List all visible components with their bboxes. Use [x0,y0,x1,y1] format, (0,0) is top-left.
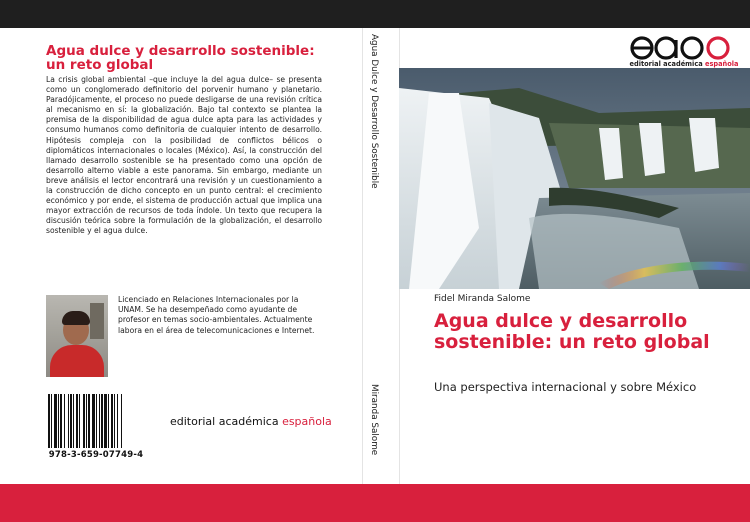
photo-person-body [50,345,104,377]
waterfall-photo [399,68,750,289]
front-subtitle: Una perspectiva internacional y sobre México [434,380,697,394]
logo-caption-main: editorial académica [629,60,705,68]
publisher-name-back [170,415,332,428]
spine [362,28,400,484]
back-cover-title: Agua dulce y desarrollo sostenible: un reto global [46,43,315,73]
isbn-number: 978-3-659-07749-4 [48,450,144,460]
spine-title: Agua Dulce y Desarrollo Sostenible [369,34,379,189]
publisher-logo-caption [624,60,744,68]
bottom-band [0,484,750,522]
photo-person-hair [62,311,90,325]
back-cover-blurb: La crisis global ambiental –que incluye la del agua dulce– se presenta como un conglomerado definitorio del porvenir humano y planetario. Paradójicamente, el proceso no puede desligarse de una revisión crítica al mecanismo en sí: la globalización. Bajo tal contexto se plantea la premisa de la disponibilidad de agua dulce apta para las actividades y consumo humanos como definitoria de cualquier intento de desarrollo. Hipótesis compleja con la posibilidad de conflictos bélicos o diplomáticos internacionales o locales (México). Así, la construcción del llamado desarrollo sostenible se ha presentado como una opción de desarrollo alterno viable a este panorama. Sin embargo, mediante un breve análisis el lector encontrará una revisión y un cuestionamiento a la construcción de dicho concepto en un punto central: el crecimiento económico y por ende, el sistema de producción actual que implica una mayor extracción de recursos de toda índole. Un texto que recupera la discusión teórica sobre la formulación de la globalización, el desarrollo sostenible y el agua dulce. [46,75,322,236]
publisher-name-main: editorial académica [170,415,283,428]
barcode [44,390,148,464]
back-cover [0,28,362,484]
author-bio: Licenciado en Relaciones Internacionales por la UNAM. Se ha desempeñado como ayudante de profesor en temas socio-ambientales. Actualmente labora en el área de telecomunicaciones e Internet. [118,295,315,335]
publisher-name-accent: española [282,415,332,428]
logo-caption-accent: española [704,60,739,68]
front-cover [398,28,750,484]
spine-author: Miranda Salome [369,384,379,456]
author-photo [46,295,108,377]
top-band [0,0,750,28]
front-title: Agua dulce y desarrollo sostenible: un reto global [434,310,710,353]
barcode-icon [48,394,144,448]
front-author: Fidel Miranda Salome [434,294,531,304]
photo-background-shelf [90,303,104,339]
